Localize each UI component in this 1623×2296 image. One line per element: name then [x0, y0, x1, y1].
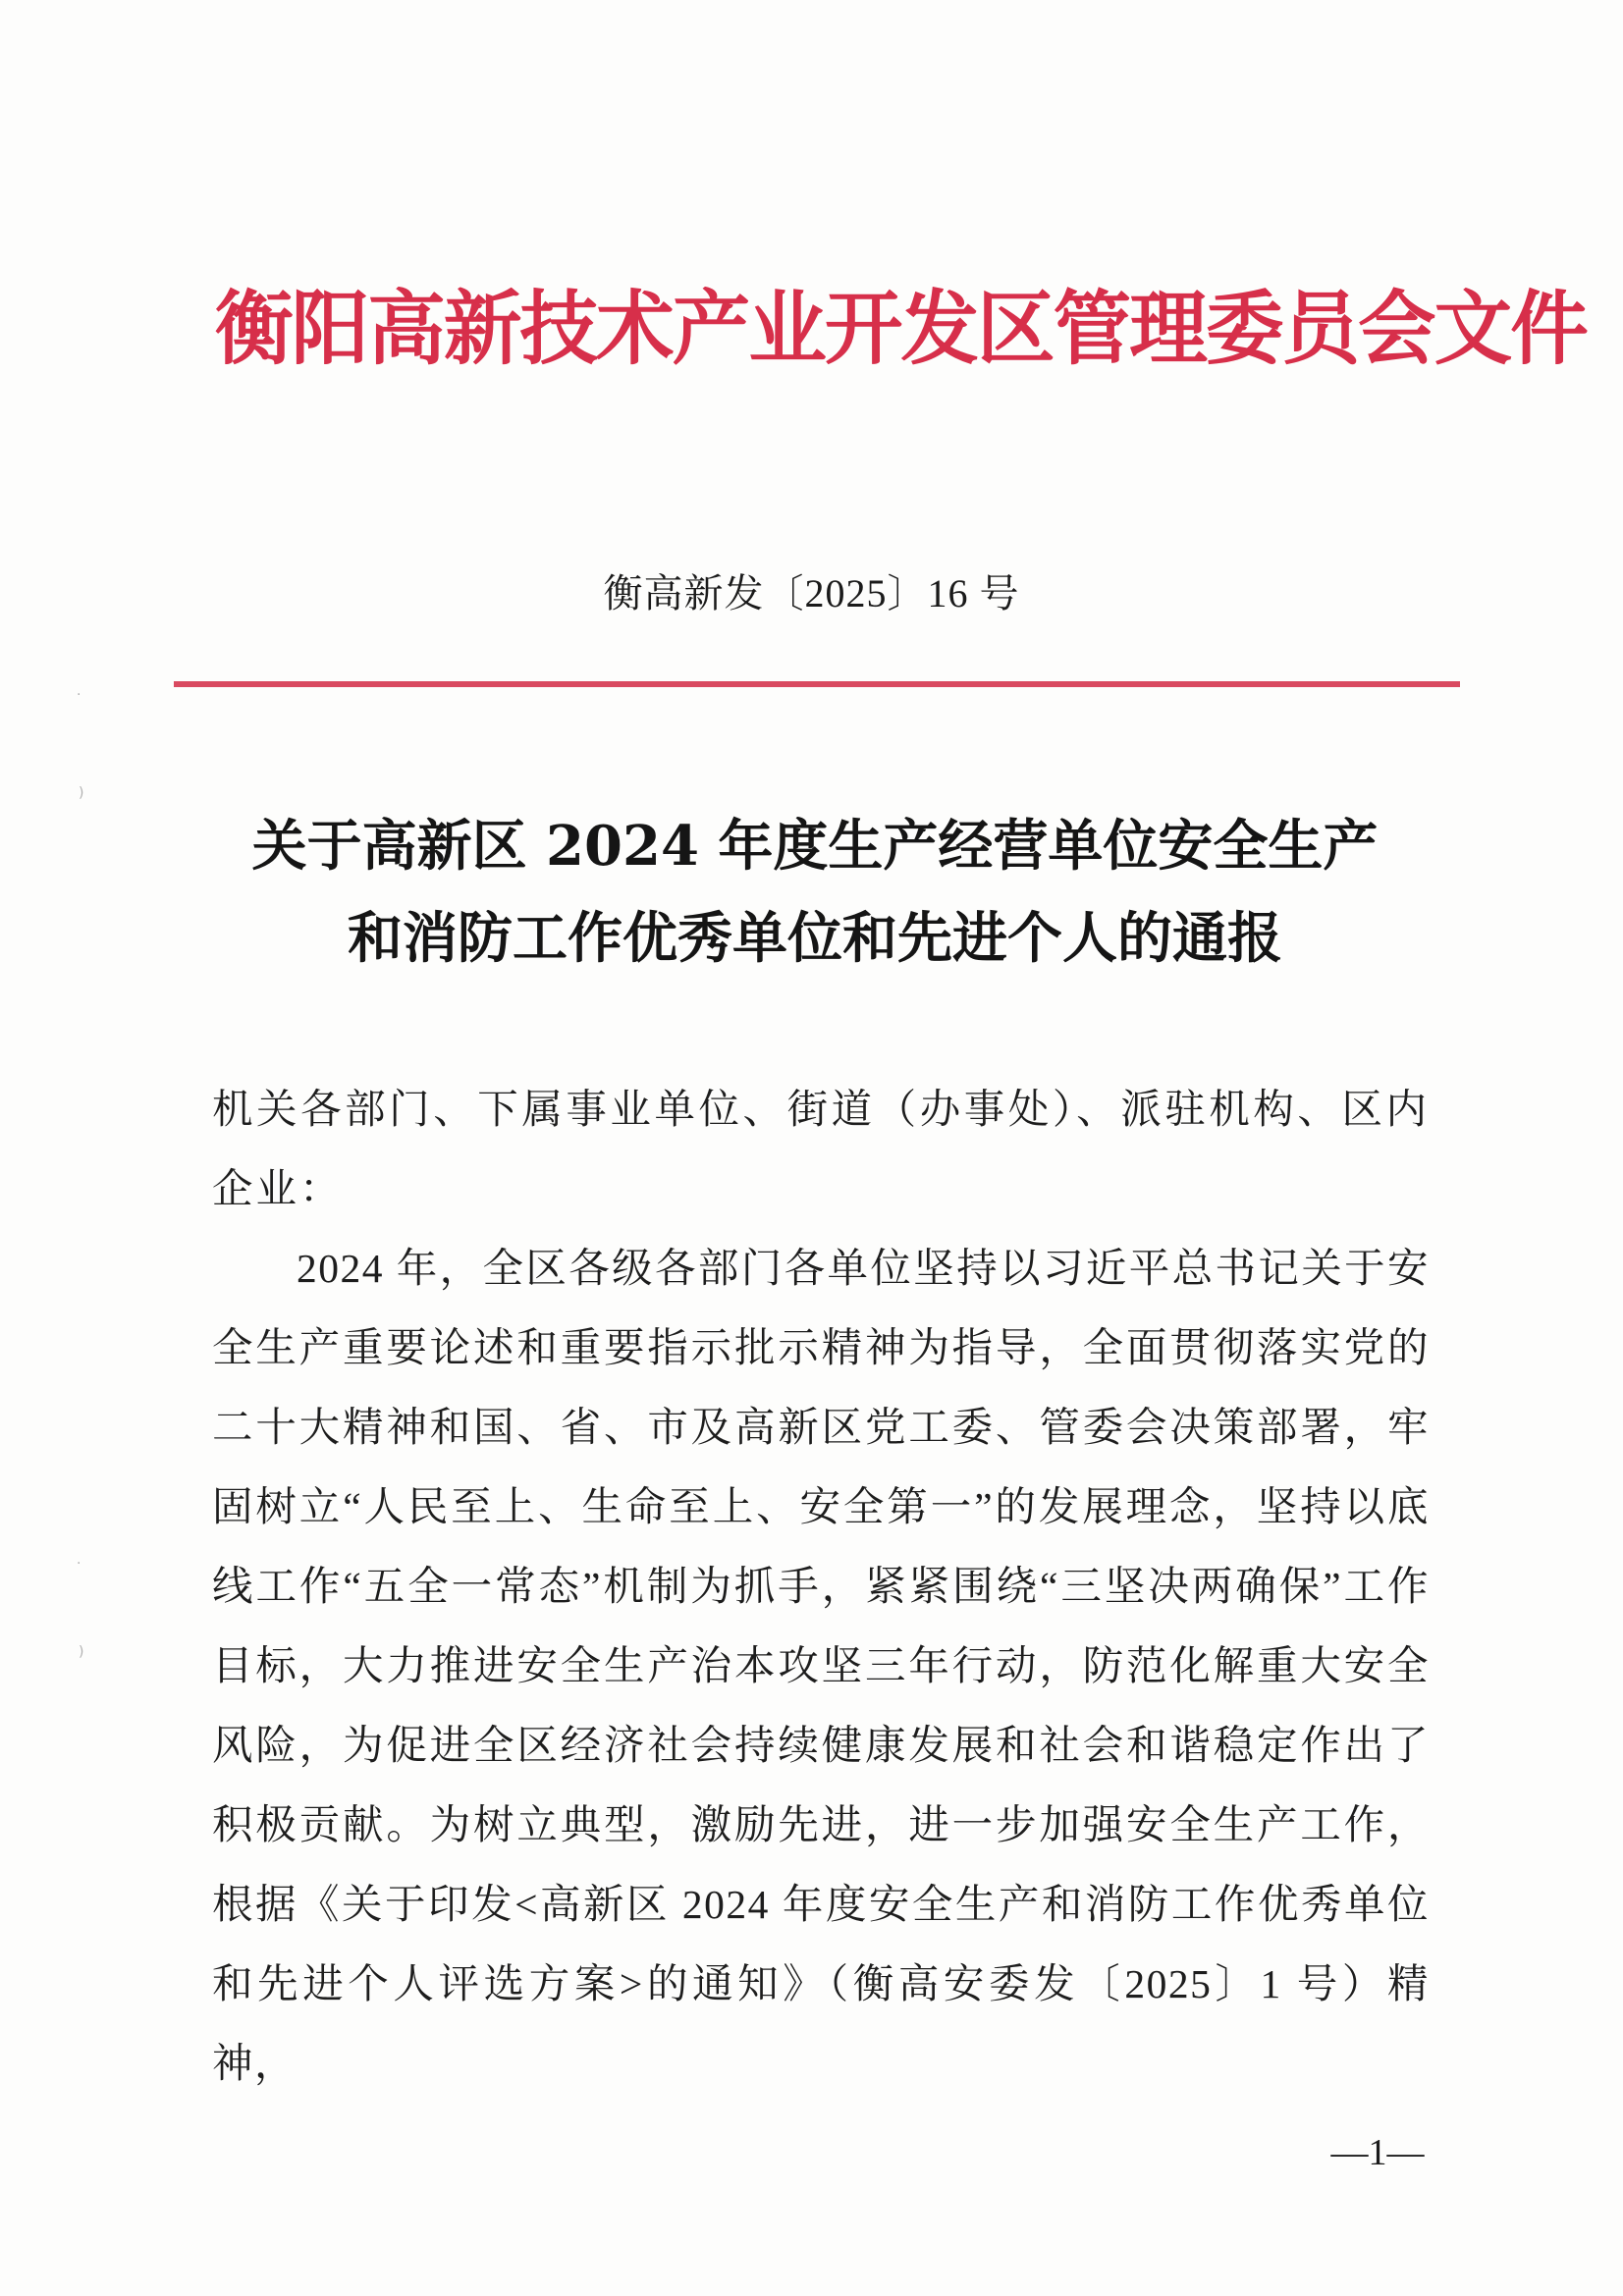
title-line-2: 和消防工作优秀单位和先进个人的通报: [348, 906, 1282, 971]
scan-speck: ·: [77, 687, 81, 703]
issuing-authority-header: 衡阳高新技术产业开发区管理委员会文件: [215, 282, 1587, 376]
scan-speck: ): [79, 1644, 84, 1660]
scan-speck: ): [79, 785, 84, 801]
scan-speck: ·: [77, 1556, 81, 1572]
document-number: 衡高新发〔2025〕16 号: [603, 571, 1020, 615]
document-body: [212, 1070, 1430, 2104]
document-title: [177, 800, 1453, 985]
body-paragraph: 2024 年，全区各级各部门各单位坚持以习近平总书记关于安全生产重要论述和重要指示批示精神为指导，全面贯彻落实党的二十大精神和国、省、市及高新区党工委、管委会决策部署，牢固树立“人民至上、生命至上、安全第一”的发展理念，坚持以底线工作“五全一常态”机制为抓手，紧紧围绕“三坚决两确保”工作目标，大力推进安全生产治本攻坚三年行动，防范化解重大安全风险，为促进全区经济社会持续健康发展和社会和谐稳定作出了积极贡献。为树立典型，激励先进，进一步加强安全生产工作，根据《关于印发<高新区 2024 年度安全生产和消防工作优秀单位和先进个人评选方案>的通知》（衡高安委发〔2025〕1 号）精神，: [212, 1246, 1430, 2086]
red-separator-line: [174, 681, 1460, 687]
title-line-1: 关于高新区 2024 年度生产经营单位安全生产: [251, 814, 1379, 879]
salutation: 机关各部门、下属事业单位、街道（办事处）、派驻机构、区内企业：: [212, 1087, 1430, 1211]
page-number: —1—: [1330, 2132, 1425, 2173]
